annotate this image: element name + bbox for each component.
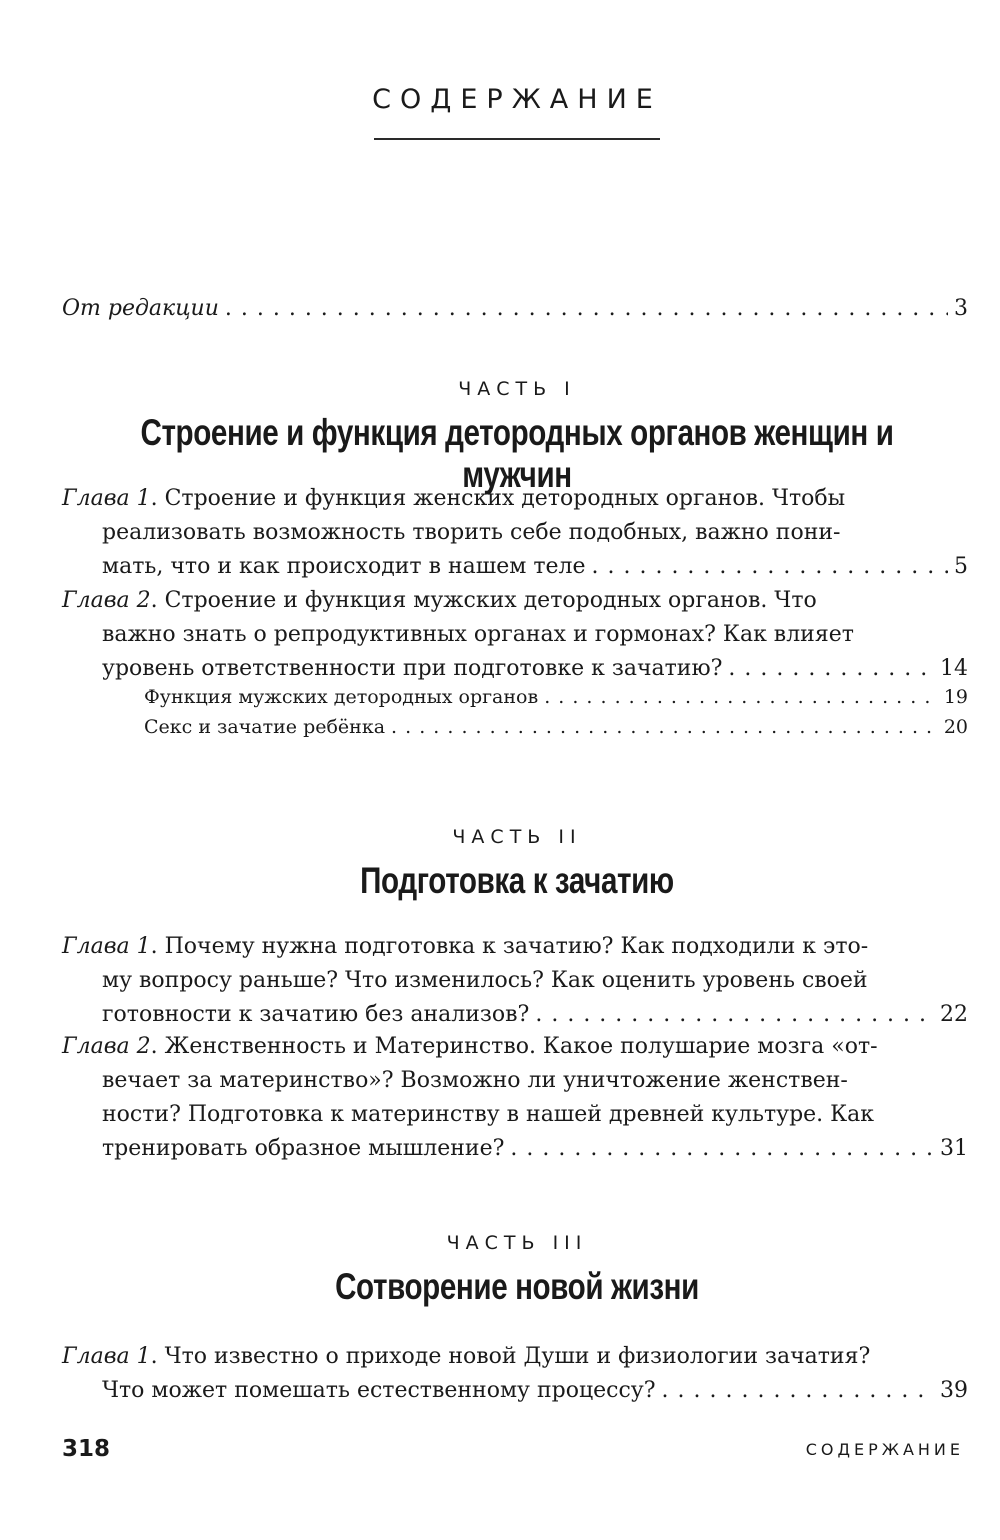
toc-page-number: 39 (940, 1378, 968, 1403)
page-number: 318 (62, 1436, 111, 1462)
entry-line: . Что известно о приходе новой Души и физиологии зачатия? (150, 1344, 871, 1369)
leader-dots (391, 710, 938, 744)
running-head: СОДЕРЖАНИЕ (805, 1440, 964, 1459)
subentry-label: Секс и зачатие ребёнка (144, 716, 386, 738)
entry-line: . Почему нужна подготовка к зачатию? Как подходили к это- (150, 934, 869, 959)
toc-entry[interactable] (62, 584, 968, 686)
toc-page-number: 20 (943, 716, 968, 738)
page-title: СОДЕРЖАНИЕ (372, 84, 662, 115)
toc-entry[interactable] (62, 930, 968, 1032)
toc-page-number: 5 (954, 554, 968, 579)
part-title: Строение и функция детородных органов женщин и мужчин (140, 412, 894, 495)
toc-subentry[interactable] (144, 680, 968, 714)
toc-page-number: 3 (954, 296, 968, 321)
toc-page-number: 19 (943, 686, 968, 708)
toc-page-number: 14 (940, 656, 968, 681)
chapter-label: Глава 2 (62, 1034, 151, 1059)
part-label: ЧАСТЬ I (458, 378, 576, 400)
toc-entry[interactable] (62, 1340, 968, 1408)
toc-entry-intro[interactable] (62, 292, 968, 326)
leader-dots (544, 680, 938, 714)
subentry-label: Функция мужских детородных органов (144, 686, 539, 708)
title-rule (374, 138, 660, 140)
leader-dots (225, 292, 948, 326)
toc-page-number: 31 (940, 1136, 968, 1161)
entry-line: тренировать образное мышление? (102, 1136, 505, 1161)
chapter-label: Глава 1 (62, 486, 151, 511)
entry-line: готовности к зачатию без анализов? (102, 1002, 530, 1027)
part-title: Подготовка к зачатию (360, 860, 674, 901)
part-title: Сотворение новой жизни (335, 1266, 699, 1307)
toc-subentry[interactable] (144, 710, 968, 744)
entry-line: . Строение и функция мужских детородных органов. Что (150, 588, 817, 613)
entry-line: Что может помешать естественному процессу? (102, 1378, 656, 1403)
entry-line: му вопросу раньше? Что изменилось? Как оценить уровень своей (102, 968, 868, 993)
part-label: ЧАСТЬ II (452, 826, 582, 848)
entry-line: уровень ответственности при подготовке к зачатию? (102, 656, 723, 681)
leader-dots (592, 550, 948, 584)
entry-line: . Женственность и Материнство. Какое полушарие мозга «от- (150, 1034, 878, 1059)
chapter-label: Глава 2 (62, 588, 151, 613)
part-label: ЧАСТЬ III (446, 1232, 588, 1254)
leader-dots (662, 1374, 934, 1408)
entry-line: ности? Подготовка к материнству в нашей древней культуре. Как (102, 1102, 875, 1127)
entry-line: вечает за материнство»? Возможно ли уничтожение женствен- (102, 1068, 848, 1093)
entry-line: . Строение и функция женских детородных органов. Чтобы (150, 486, 846, 511)
entry-line: важно знать о репродуктивных органах и гормонах? Как влияет (102, 622, 854, 647)
toc-entry[interactable] (62, 1030, 968, 1166)
toc-entry[interactable] (62, 482, 968, 584)
leader-dots (535, 998, 934, 1032)
toc-page-number: 22 (940, 1002, 968, 1027)
toc-entry-label: От редакции (62, 296, 219, 321)
entry-line: мать, что и как происходит в нашем теле (102, 554, 586, 579)
chapter-label: Глава 1 (62, 934, 151, 959)
leader-dots (510, 1132, 934, 1166)
entry-line: реализовать возможность творить себе подобных, важно пони- (102, 520, 841, 545)
chapter-label: Глава 1 (62, 1344, 151, 1369)
